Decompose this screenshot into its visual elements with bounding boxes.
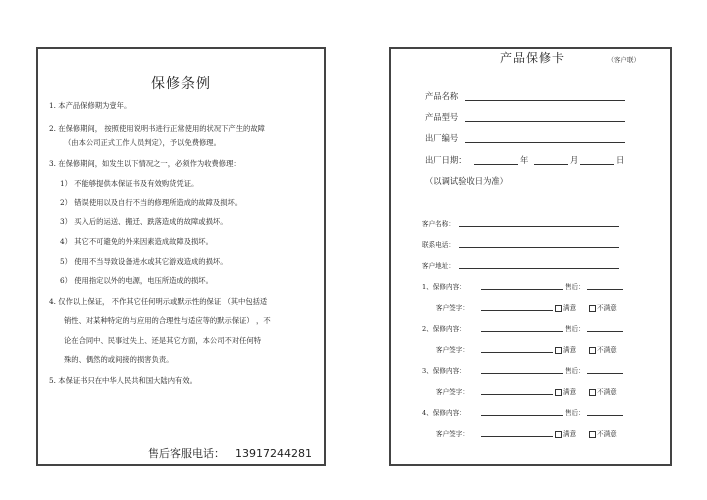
satisfied-option[interactable]: 满意 xyxy=(555,386,576,396)
repair-content-line[interactable] xyxy=(481,415,563,416)
terms-item: 5. 本保证书只在中华人民共和国大陆内有效。 xyxy=(49,376,197,385)
unsatisfied-option[interactable]: 不满意 xyxy=(589,302,617,312)
terms-subitem: 3） 买入后的运送、搬迁、跌落造成的故障或损坏。 xyxy=(60,217,228,226)
month-line[interactable] xyxy=(534,164,568,165)
day-line[interactable] xyxy=(580,164,614,165)
customer-copy-tag: （客户联） xyxy=(607,56,640,64)
unsatisfied-option[interactable]: 不满意 xyxy=(589,386,617,396)
hotline-number: 13917244281 xyxy=(235,447,312,460)
after-sales-label: 售后： xyxy=(565,367,585,375)
customer-sign-line[interactable] xyxy=(481,310,553,311)
year-line[interactable] xyxy=(474,164,518,165)
checkbox-icon[interactable] xyxy=(589,305,596,312)
repair-label: 4、保修内容： xyxy=(422,409,466,417)
customer-sign-line[interactable] xyxy=(481,436,553,437)
checkbox-icon[interactable] xyxy=(555,305,562,312)
terms-subitem: 4） 其它不可避免的外来因素造成故障及损坏。 xyxy=(60,237,213,246)
terms-item: 销性、对某种特定的与应用的合理性与适应等的默示保证） ，不 xyxy=(64,316,271,325)
after-sales-line[interactable] xyxy=(587,415,623,416)
serial-no-line[interactable] xyxy=(465,142,625,143)
repair-label: 2、保修内容： xyxy=(422,325,466,333)
terms-subitem: 1） 不能够提供本保证书及有效购货凭证。 xyxy=(60,179,199,188)
customer-sign-label: 客户签字： xyxy=(436,388,469,396)
after-sales-label: 售后： xyxy=(565,283,585,291)
unsatisfied-option[interactable]: 不满意 xyxy=(589,428,617,438)
customer-address-label: 客户地址： xyxy=(422,262,455,270)
after-sales-line[interactable] xyxy=(587,373,623,374)
customer-sign-label: 客户签字： xyxy=(436,430,469,438)
checkbox-icon[interactable] xyxy=(555,389,562,396)
terms-item: 3. 在保修期间，如发生以下情况之一，必须作为收费修理： xyxy=(49,159,241,168)
checkbox-icon[interactable] xyxy=(589,389,596,396)
after-sales-line[interactable] xyxy=(587,331,623,332)
month-label: 月 xyxy=(570,155,579,165)
customer-sign-label: 客户签字： xyxy=(436,304,469,312)
warranty-terms-card xyxy=(36,47,326,466)
date-label: 出厂日期： xyxy=(425,155,467,165)
card-title: 产品保修卡 xyxy=(499,51,565,65)
warranty-card xyxy=(389,47,672,466)
serial-no-label: 出厂编号 xyxy=(425,133,459,143)
product-model-line[interactable] xyxy=(465,121,625,122)
checkbox-icon[interactable] xyxy=(589,431,596,438)
unsatisfied-option[interactable]: 不满意 xyxy=(589,344,617,354)
year-label: 年 xyxy=(520,155,529,165)
hotline xyxy=(148,445,312,461)
terms-subitem: 6） 使用指定以外的电源，电压所造成的损坏。 xyxy=(60,276,213,285)
date-note: （以调试验收日为准） xyxy=(425,176,508,186)
customer-name-label: 客户名称： xyxy=(422,220,455,228)
repair-content-line[interactable] xyxy=(481,289,563,290)
terms-item: 论在合同中、民事过失上、还是其它方面，本公司不对任何特 xyxy=(64,336,262,345)
after-sales-line[interactable] xyxy=(587,289,623,290)
checkbox-icon[interactable] xyxy=(555,347,562,354)
checkbox-icon[interactable] xyxy=(589,347,596,354)
customer-sign-line[interactable] xyxy=(481,394,553,395)
terms-item: 4. 仅作以上保证， 不作其它任何明示或默示性的保证 （其中包括适 xyxy=(49,297,268,306)
satisfied-option[interactable]: 满意 xyxy=(555,344,576,354)
repair-label: 3、保修内容： xyxy=(422,367,466,375)
repair-label: 1、保修内容： xyxy=(422,283,466,291)
satisfied-option[interactable]: 满意 xyxy=(555,428,576,438)
contact-phone-label: 联系电话： xyxy=(422,241,455,249)
terms-subitem: 2） 错误使用以及自行不当的修理所造成的故障及损坏。 xyxy=(60,198,243,207)
after-sales-label: 售后： xyxy=(565,409,585,417)
customer-sign-label: 客户签字： xyxy=(436,346,469,354)
hotline-label: 售后客服电话： xyxy=(148,447,225,460)
product-model-label: 产品型号 xyxy=(425,112,459,122)
product-name-line[interactable] xyxy=(465,100,625,101)
day-label: 日 xyxy=(616,155,625,165)
after-sales-label: 售后： xyxy=(565,325,585,333)
terms-item: 1. 本产品保修期为壹年。 xyxy=(49,101,132,110)
product-name-label: 产品名称 xyxy=(425,91,459,101)
terms-item: （由本公司正式工作人员判定），予以免费修理。 xyxy=(64,138,221,147)
terms-item: 2. 在保修期间， 按照使用说明书进行正常使用的状况下产生的故障 xyxy=(49,124,265,133)
customer-address-line[interactable] xyxy=(459,268,619,269)
repair-content-line[interactable] xyxy=(481,331,563,332)
customer-name-line[interactable] xyxy=(459,226,619,227)
terms-title: 保修条例 xyxy=(151,76,211,92)
checkbox-icon[interactable] xyxy=(555,431,562,438)
terms-subitem: 5） 使用不当导致设备进水或其它游戏造成的损坏。 xyxy=(60,257,228,266)
repair-content-line[interactable] xyxy=(481,373,563,374)
contact-phone-line[interactable] xyxy=(459,247,619,248)
satisfied-option[interactable]: 满意 xyxy=(555,302,576,312)
customer-sign-line[interactable] xyxy=(481,352,553,353)
terms-item: 殊的、偶然的或间接的损害负责。 xyxy=(64,355,174,364)
